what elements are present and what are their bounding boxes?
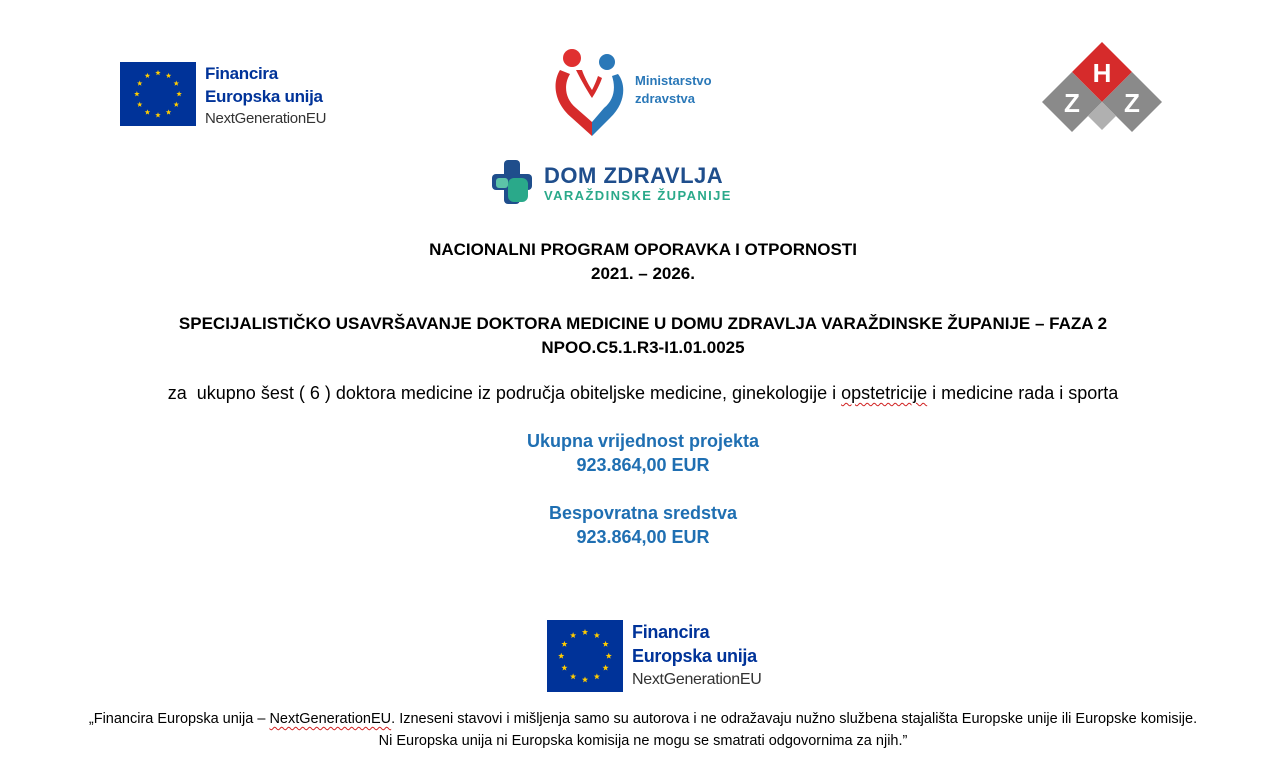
medical-cross-icon — [490, 158, 538, 206]
eu-star — [606, 653, 612, 659]
eu-funding-logo-top — [120, 62, 326, 130]
eu-star — [558, 653, 564, 659]
ministry-line1: Ministarstvo — [635, 73, 712, 88]
eu-star — [603, 665, 609, 671]
eu-flag-icon — [547, 620, 623, 692]
description-part2: i medicine rada i sporta — [927, 383, 1119, 403]
eu-star — [594, 673, 600, 679]
program-years: 2021. – 2026. — [591, 264, 695, 283]
total-value-label: Ukupna vrijednost projekta — [526, 431, 760, 451]
eu-funding-logo-bottom — [547, 620, 762, 692]
eu-star — [561, 665, 567, 671]
ministry-heart-icon — [552, 48, 632, 140]
ministry-of-health-logo — [552, 48, 732, 140]
total-value-amount: 923.864,00 EUR — [576, 455, 710, 475]
description-part1: za ukupno šest ( 6 ) doktora medicine iz područja obiteljske medicine, ginekologije i — [167, 383, 842, 403]
eu-star — [176, 91, 181, 96]
eu-star — [594, 632, 600, 638]
eu-star — [174, 81, 179, 86]
grant-label: Bespovratna sredstva — [548, 503, 738, 523]
disclaimer-flagged-word: NextGenerationEU — [269, 711, 392, 727]
eu-star — [582, 677, 588, 683]
hzz-letter-h: H — [1092, 58, 1112, 88]
eu-logo-line2: Europska unija — [632, 646, 757, 666]
eu-logo-line2: Europska unija — [205, 87, 323, 106]
eu-flag-icon — [120, 62, 196, 126]
disclaimer-part1: „Financira Europska unija – — [88, 711, 270, 727]
eu-star — [155, 112, 160, 117]
eu-star — [603, 641, 609, 647]
eu-logo-line1: Financira — [205, 64, 278, 83]
dom-zdravlja-title: DOM ZDRAVLJA — [544, 163, 724, 188]
eu-star — [145, 109, 150, 114]
eu-star — [570, 673, 576, 679]
description-flagged-word: opstetricije — [841, 383, 928, 403]
hzz-logo — [1040, 40, 1164, 136]
project-code: NPOO.C5.1.R3-I1.01.0025 — [541, 338, 745, 357]
project-description — [0, 381, 1286, 405]
ministry-line2: zdravstva — [635, 91, 695, 106]
hzz-letter-z1: Z — [1064, 88, 1080, 118]
eu-logo-line1: Financira — [632, 622, 710, 642]
disclaimer-part2: . Izneseni stavovi i mišljenja samo su autorova i ne odražavaju nužno službena stajališta Europske unije ili Europske komisije. — [391, 711, 1198, 727]
eu-star — [155, 70, 160, 75]
eu-star — [582, 629, 588, 635]
eu-star — [166, 109, 171, 114]
disclaimer-line1 — [0, 709, 1286, 729]
hzz-diamond-icon — [1040, 40, 1164, 136]
eu-star — [137, 102, 142, 107]
hzz-letter-z2: Z — [1124, 88, 1140, 118]
disclaimer-line2: Ni Europska unija ni Europska komisija ne mogu se smatrati odgovornima za njih.” — [378, 733, 908, 749]
dom-zdravlja-logo — [490, 158, 730, 208]
eu-star — [145, 73, 150, 78]
eu-star — [137, 81, 142, 86]
eu-star — [570, 632, 576, 638]
eu-logo-line3: NextGenerationEU — [632, 671, 762, 688]
eu-star — [561, 641, 567, 647]
project-title: SPECIJALISTIČKO USAVRŠAVANJE DOKTORA MEDICINE U DOMU ZDRAVLJA VARAŽDINSKE ŽUPANIJE – FAZA 2 — [178, 314, 1108, 333]
program-title: NACIONALNI PROGRAM OPORAVKA I OTPORNOSTI — [429, 240, 857, 259]
eu-star — [134, 91, 139, 96]
grant-amount: 923.864,00 EUR — [576, 527, 710, 547]
eu-star — [174, 102, 179, 107]
eu-logo-line3: NextGenerationEU — [205, 110, 327, 127]
dom-zdravlja-subtitle: VARAŽDINSKE ŽUPANIJE — [544, 188, 732, 203]
eu-star — [166, 73, 171, 78]
